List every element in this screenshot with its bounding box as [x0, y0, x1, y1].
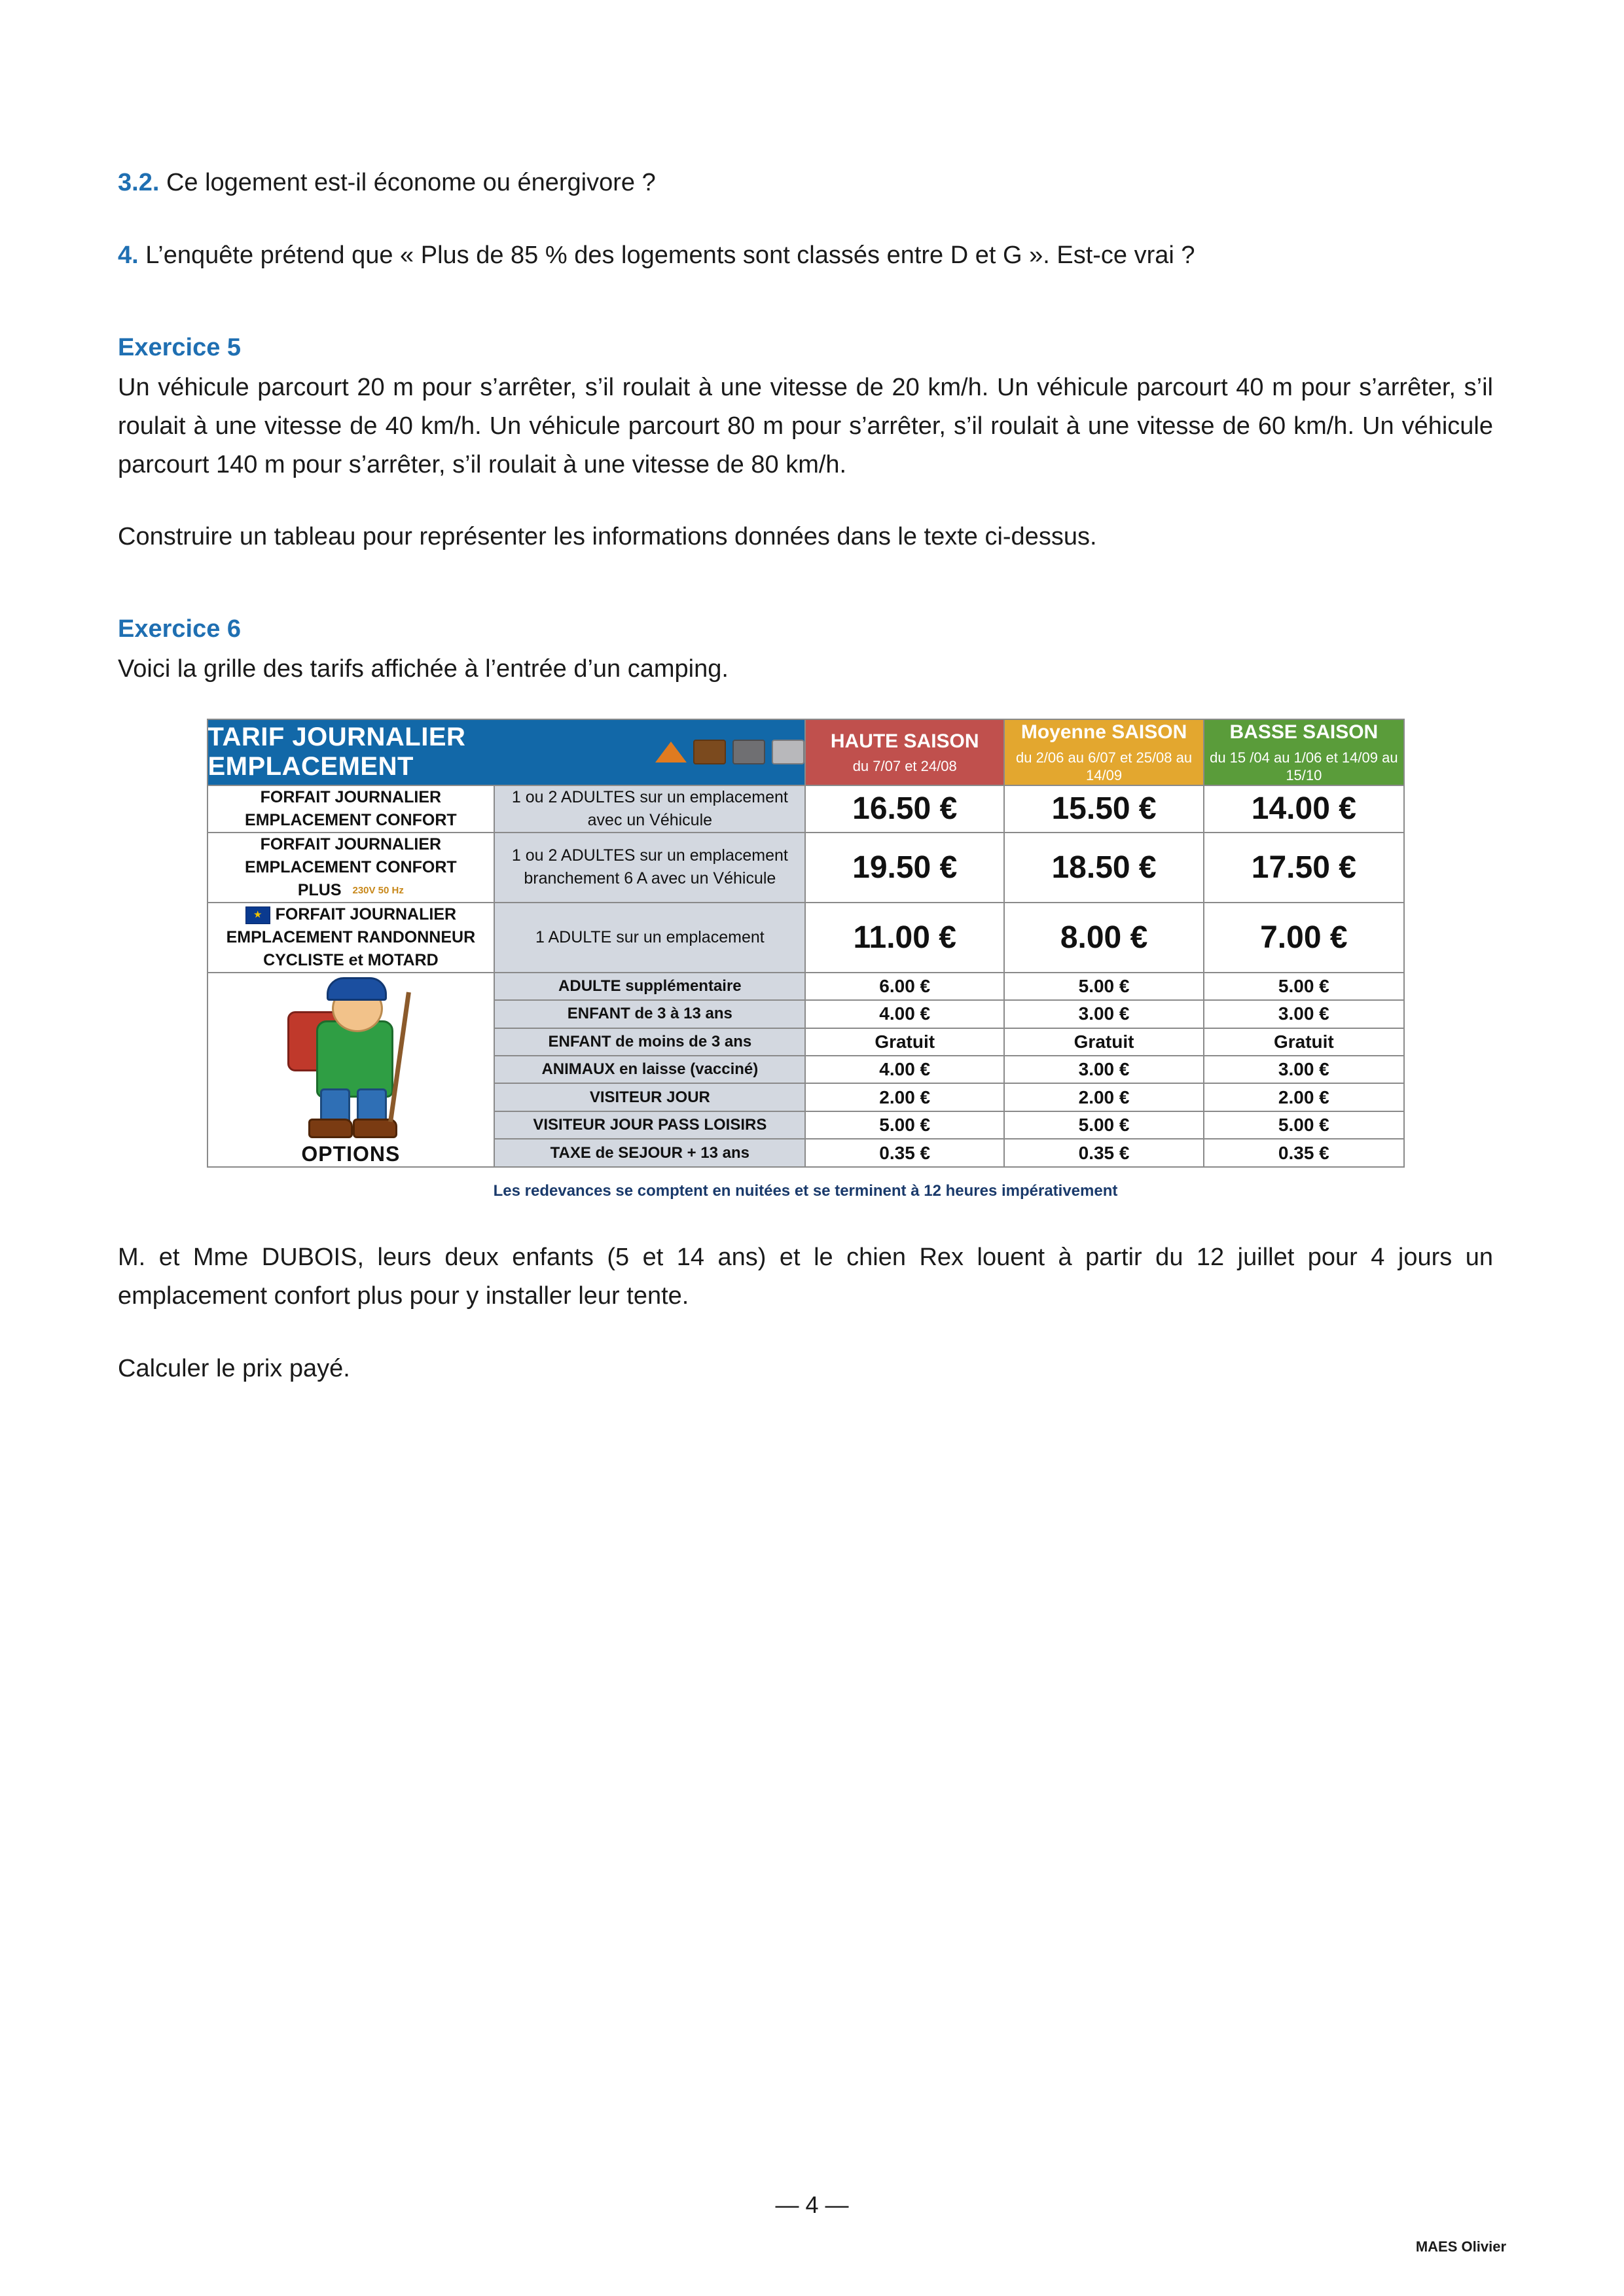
tent-icon	[655, 742, 687, 762]
label-line: EMPLACEMENT RANDONNEUR	[226, 927, 476, 946]
forfait-confort-plus-desc	[494, 833, 805, 903]
price-cell: 11.00 €	[805, 903, 1003, 973]
option-price: 4.00 €	[805, 1056, 1003, 1083]
price-cell: 7.00 €	[1204, 903, 1403, 973]
camper-icon	[732, 740, 765, 764]
caravan-icon	[693, 740, 726, 764]
exercise-6-intro: Voici la grille des tarifs affichée à l’entrée d’un camping.	[118, 655, 729, 683]
options-illustration-cell	[208, 973, 495, 1167]
question-4	[118, 236, 1493, 275]
spacer	[118, 202, 1493, 236]
season-dates: du 7/07 et 24/08	[852, 758, 957, 775]
tarif-footnote: Les redevances se comptent en nuitées et se terminent à 12 heures impérativement	[493, 1181, 1118, 1200]
label-line: FORFAIT JOURNALIER	[260, 834, 442, 853]
option-desc: ENFANT de moins de 3 ans	[494, 1028, 805, 1056]
season-header-moyenne	[1004, 719, 1204, 785]
option-price: 6.00 €	[805, 973, 1003, 1000]
label-line: CYCLISTE et MOTARD	[263, 950, 439, 969]
forfait-confort-plus-label	[208, 833, 495, 903]
question-text: Ce logement est-il économe ou énergivore ?	[159, 169, 656, 196]
power-plug-icon: 230V 50 Hz	[352, 885, 404, 897]
option-price: Gratuit	[805, 1028, 1003, 1056]
exercise-5-question: Construire un tableau pour représenter les informations données dans le texte ci-dessus.	[118, 523, 1097, 551]
hiker-mascot-icon	[276, 973, 426, 1137]
table-row	[208, 833, 1404, 903]
option-price: 2.00 €	[805, 1083, 1003, 1111]
price-cell: 19.50 €	[805, 833, 1003, 903]
season-header-haute	[805, 719, 1003, 785]
question-number: 4.	[118, 241, 139, 269]
tarif-figure	[207, 719, 1405, 1200]
option-price: 3.00 €	[1204, 1056, 1403, 1083]
table-row	[208, 785, 1404, 833]
mobilhome-icon	[772, 740, 804, 764]
option-price: 4.00 €	[805, 1000, 1003, 1028]
forfait-confort-label	[208, 785, 495, 833]
forfait-confort-desc	[494, 785, 805, 833]
desc-line: branchement 6 A avec un Véhicule	[524, 869, 776, 888]
forfait-randonneur-label	[208, 903, 495, 973]
price-cell: 16.50 €	[805, 785, 1003, 833]
option-price: 3.00 €	[1204, 1000, 1403, 1028]
option-price: 5.00 €	[805, 1111, 1003, 1139]
season-dates: du 2/06 au 6/07 et 25/08 au 14/09	[1015, 749, 1193, 784]
question-text: L’enquête prétend que « Plus de 85 % des logements sont classés entre D et G ». Est-ce vrai ?	[138, 241, 1195, 269]
option-price: 0.35 €	[1004, 1139, 1204, 1166]
exercise-6-context: M. et Mme DUBOIS, leurs deux enfants (5 et 14 ans) et le chien Rex louent à partir du 12 juillet pour 4 jours un emplacement confort plus pour y installer leur tente.	[118, 1243, 1493, 1310]
season-header-basse	[1204, 719, 1403, 785]
label-line: EMPLACEMENT CONFORT	[245, 857, 457, 876]
option-price: 5.00 €	[1204, 973, 1403, 1000]
label-line-with-flag	[208, 903, 494, 926]
season-name: Moyenne SAISON	[1020, 721, 1187, 744]
option-price: Gratuit	[1004, 1028, 1204, 1056]
spacer	[118, 1316, 1493, 1350]
price-cell: 17.50 €	[1204, 833, 1403, 903]
forfait-randonneur-desc: 1 ADULTE sur un emplacement	[494, 903, 805, 973]
spacer	[118, 484, 1493, 518]
option-price: 2.00 €	[1004, 1083, 1204, 1111]
tarif-table	[207, 719, 1405, 1168]
desc-line: 1 ou 2 ADULTES sur un emplacement	[511, 787, 788, 806]
label-line-with-badge	[208, 879, 494, 902]
label-line: FORFAIT JOURNALIER	[275, 905, 457, 924]
accommodation-icons	[655, 740, 804, 764]
option-price: 5.00 €	[1204, 1111, 1403, 1139]
price-cell: 15.50 €	[1004, 785, 1204, 833]
spacer	[118, 556, 1493, 615]
option-desc: VISITEUR JOUR PASS LOISIRS	[494, 1111, 805, 1139]
season-name: BASSE SAISON	[1229, 721, 1379, 744]
table-header-row	[208, 719, 1404, 785]
option-price: 0.35 €	[1204, 1139, 1403, 1166]
eu-flag-icon	[245, 906, 270, 924]
option-desc: ANIMAUX en laisse (vacciné)	[494, 1056, 805, 1083]
option-price: 3.00 €	[1004, 1056, 1204, 1083]
question-number: 3.2.	[118, 169, 160, 196]
label-line: PLUS	[297, 880, 342, 899]
exercise-5-statement: Un véhicule parcourt 20 m pour s’arrêter, s’il roulait à une vitesse de 20 km/h. Un véhicule parcourt 40 m pour s’arrêter, s’il roulait à une vitesse de 40 km/h. Un véhicule parcourt 80 m pour s’arrêter, s’il roulait à une vitesse de 60 km/h. Un véhicule parcourt 140 m pour s’arrêter, s’il roulait à une vitesse de 80 km/h.	[118, 373, 1493, 478]
option-desc: VISITEUR JOUR	[494, 1083, 805, 1111]
options-row	[208, 973, 1404, 1000]
tarif-header-title-cell	[208, 719, 806, 785]
options-label: OPTIONS	[301, 1141, 401, 1166]
desc-line: 1 ou 2 ADULTES sur un emplacement	[511, 846, 788, 865]
price-cell: 8.00 €	[1004, 903, 1204, 973]
tarif-header-title: TARIF JOURNALIER EMPLACEMENT	[208, 723, 466, 781]
option-price: Gratuit	[1204, 1028, 1403, 1056]
exercise-6-question: Calculer le prix payé.	[118, 1354, 350, 1382]
spacer	[118, 275, 1493, 334]
question-3-2	[118, 164, 1493, 202]
option-price: 3.00 €	[1004, 1000, 1204, 1028]
document-author: MAES Olivier	[1415, 2238, 1506, 2255]
label-line: EMPLACEMENT CONFORT	[245, 810, 457, 829]
desc-line: avec un Véhicule	[587, 810, 713, 829]
page-number: — 4 —	[775, 2191, 849, 2218]
option-desc: ENFANT de 3 à 13 ans	[494, 1000, 805, 1028]
option-desc: TAXE de SEJOUR + 13 ans	[494, 1139, 805, 1166]
exercise-5-title: Exercice 5	[118, 333, 242, 361]
exercise-6-title: Exercice 6	[118, 615, 242, 643]
label-line: FORFAIT JOURNALIER	[260, 787, 442, 806]
option-desc: ADULTE supplémentaire	[494, 973, 805, 1000]
option-price: 5.00 €	[1004, 1111, 1204, 1139]
option-price: 0.35 €	[805, 1139, 1003, 1166]
season-name: HAUTE SAISON	[830, 730, 979, 752]
table-row	[208, 903, 1404, 973]
option-price: 5.00 €	[1004, 973, 1204, 1000]
option-price: 2.00 €	[1204, 1083, 1403, 1111]
price-cell: 18.50 €	[1004, 833, 1204, 903]
price-cell: 14.00 €	[1204, 785, 1403, 833]
season-dates: du 15 /04 au 1/06 et 14/09 au 15/10	[1210, 749, 1398, 784]
